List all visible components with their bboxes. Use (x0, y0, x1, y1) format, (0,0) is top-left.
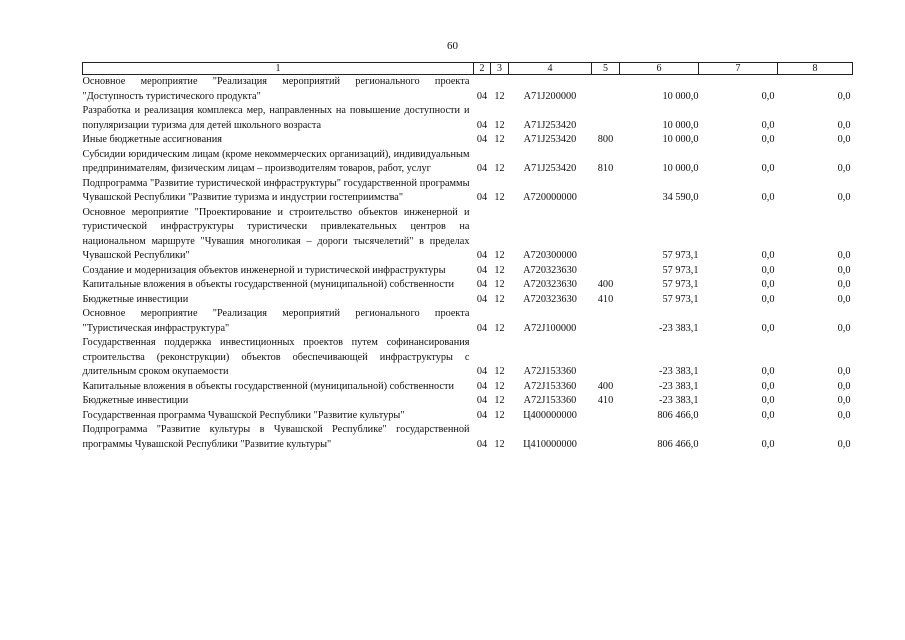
row-subsection: 12 (494, 395, 505, 406)
row-name: Подпрограмма "Развитие культуры в Чувашской Республике" государственной программы Чувашской Республики "Развитие культуры" (82, 424, 470, 450)
row-amount: 10 000,0 (662, 119, 699, 131)
row-target-article: А720323630 (523, 279, 577, 290)
row-col7: 0,0 (761, 366, 775, 377)
row-target-article: А72J100000 (523, 322, 577, 334)
row-section: 04 (476, 264, 488, 276)
table-row (83, 264, 853, 279)
row-col7: 0,0 (761, 90, 775, 102)
row-amount: 57 973,1 (662, 279, 699, 290)
row-expense-type: 410 (597, 293, 614, 305)
row-amount: -23 383,1 (659, 366, 699, 377)
col-header-7: 7 (699, 63, 778, 75)
row-target-article: А720000000 (523, 192, 577, 203)
row-col7: 0,0 (761, 250, 775, 261)
row-col8: 0,0 (837, 366, 851, 377)
row-name: Субсидии юридическим лицам (кроме некоммерческих организаций), индивидуальным предпринимателям, физическим лицам – производителям товаров, работ, услуг (82, 148, 470, 174)
col-header-3: 3 (491, 63, 509, 75)
row-section: 04 (476, 279, 488, 290)
row-amount: 57 973,1 (662, 250, 699, 261)
table-row (83, 133, 853, 148)
table-row (83, 293, 853, 308)
row-section: 04 (476, 250, 488, 261)
row-col7: 0,0 (761, 380, 775, 392)
row-section: 04 (476, 134, 488, 145)
row-col8: 0,0 (837, 163, 851, 174)
row-subsection: 12 (494, 90, 505, 102)
page-number: 60 (447, 40, 458, 52)
row-col8: 0,0 (837, 250, 851, 261)
row-col8: 0,0 (837, 90, 851, 102)
row-col8: 0,0 (837, 395, 851, 406)
row-section: 04 (476, 293, 488, 305)
table-row (83, 177, 853, 206)
row-name: Разработка и реализация комплекса мер, направленных на повышение доступности и популяризации туризма для детей школьного возраста (82, 105, 470, 131)
row-col7: 0,0 (761, 409, 775, 421)
table-row (83, 206, 853, 264)
row-col8: 0,0 (837, 438, 851, 450)
row-expense-type: 400 (597, 380, 614, 392)
table-row (83, 336, 853, 380)
row-amount: 10 000,0 (662, 90, 699, 102)
row-name: Основное мероприятие "Реализация мероприятий регионального проекта "Доступность туристического продукта" (82, 76, 470, 102)
row-subsection: 12 (494, 134, 505, 145)
table-row (83, 423, 853, 452)
row-expense-type (592, 264, 620, 279)
row-target-article: А72J153360 (523, 395, 577, 406)
row-subsection: 12 (494, 366, 505, 377)
row-col8: 0,0 (837, 322, 851, 334)
row-subsection: 12 (494, 163, 505, 174)
col-header-8: 8 (778, 63, 853, 75)
row-name: Иные бюджетные ассигнования (82, 134, 222, 145)
row-expense-type: 800 (597, 134, 614, 145)
row-name: Создание и модернизация объектов инженерной и туристической инфраструктуры (82, 264, 446, 276)
row-amount: 57 973,1 (662, 264, 699, 276)
row-target-article: Ц400000000 (523, 409, 577, 421)
row-target-article: А71J253420 (523, 119, 577, 131)
row-col8: 0,0 (837, 409, 851, 421)
row-col8: 0,0 (837, 279, 851, 290)
row-name: Основное мероприятие "Реализация мероприятий регионального проекта "Туристическая инфраструктура" (82, 308, 470, 334)
row-expense-type (592, 177, 620, 206)
row-amount: 806 466,0 (657, 409, 699, 421)
col-header-5: 5 (592, 63, 620, 75)
row-section: 04 (476, 322, 488, 334)
row-col8: 0,0 (837, 119, 851, 131)
row-subsection: 12 (494, 279, 505, 290)
row-amount: -23 383,1 (659, 395, 699, 406)
row-target-article: А71J200000 (523, 90, 577, 102)
row-section: 04 (476, 380, 488, 392)
row-expense-type: 410 (597, 395, 614, 406)
row-expense-type (592, 104, 620, 133)
row-col7: 0,0 (761, 438, 775, 450)
col-header-6: 6 (620, 63, 699, 75)
row-section: 04 (476, 409, 488, 421)
row-name: Подпрограмма "Развитие туристической инфраструктуры" государственной программы Чувашской Республики "Развитие туризма и индустрии гостеприимства" (82, 177, 470, 203)
row-col7: 0,0 (761, 322, 775, 334)
row-target-article: А720323630 (523, 293, 577, 305)
row-section: 04 (476, 192, 488, 203)
table-row (83, 380, 853, 395)
row-col7: 0,0 (761, 395, 775, 406)
row-name: Капитальные вложения в объекты государственной (муниципальной) собственности (82, 380, 455, 392)
row-amount: 806 466,0 (657, 438, 699, 450)
budget-table (82, 62, 853, 452)
row-col8: 0,0 (837, 134, 851, 145)
row-section: 04 (476, 438, 488, 450)
row-col7: 0,0 (761, 119, 775, 131)
row-expense-type (592, 307, 620, 336)
row-target-article: А720323630 (523, 264, 577, 276)
row-subsection: 12 (494, 119, 505, 131)
row-section: 04 (476, 163, 488, 174)
row-name: Основное мероприятие "Проектирование и строительство объектов инженерной и туристической инфраструктуры туристически привлекательных центров на национальном маршруте "Чувашия многоликая – дороги тысячелетий" в пределах Чувашской Республики" (82, 206, 470, 261)
col-header-1: 1 (83, 63, 474, 75)
row-col8: 0,0 (837, 380, 851, 392)
row-expense-type (592, 75, 620, 105)
row-section: 04 (476, 119, 488, 131)
row-subsection: 12 (494, 380, 505, 392)
row-name: Бюджетные инвестиции (82, 395, 189, 406)
row-expense-type (592, 206, 620, 264)
row-target-article: А72J153360 (523, 366, 577, 377)
row-subsection: 12 (494, 409, 505, 421)
row-subsection: 12 (494, 250, 505, 261)
row-expense-type: 400 (597, 279, 614, 290)
table-row (83, 75, 853, 105)
row-subsection: 12 (494, 438, 505, 450)
row-amount: 10 000,0 (662, 163, 699, 174)
col-header-4: 4 (509, 63, 592, 75)
row-target-article: Ц410000000 (523, 438, 577, 450)
row-section: 04 (476, 90, 488, 102)
row-col8: 0,0 (837, 264, 851, 276)
row-expense-type: 810 (597, 163, 614, 174)
row-col8: 0,0 (837, 192, 851, 203)
table-row (83, 104, 853, 133)
row-col7: 0,0 (761, 163, 775, 174)
row-name: Капитальные вложения в объекты государственной (муниципальной) собственности (82, 279, 455, 290)
row-col7: 0,0 (761, 192, 775, 203)
row-expense-type (592, 423, 620, 452)
row-name: Бюджетные инвестиции (82, 293, 189, 305)
row-subsection: 12 (494, 264, 505, 276)
table-row (83, 394, 853, 409)
row-target-article: А720300000 (523, 250, 577, 261)
table-row (83, 307, 853, 336)
row-amount: 10 000,0 (662, 134, 699, 145)
table-row (83, 409, 853, 424)
row-name: Государственная поддержка инвестиционных проектов путем софинансирования строительства (реконструкции) объектов обеспечивающей инфраструктуры с длительным сроком окупаемости (82, 337, 470, 377)
table-row (83, 278, 853, 293)
row-target-article: А71J253420 (523, 163, 577, 174)
row-target-article: А72J153360 (523, 380, 577, 392)
row-col8: 0,0 (837, 293, 851, 305)
row-col7: 0,0 (761, 264, 775, 276)
row-target-article: А71J253420 (523, 134, 577, 145)
row-section: 04 (476, 395, 488, 406)
row-subsection: 12 (494, 322, 505, 334)
row-section: 04 (476, 366, 488, 377)
col-header-2: 2 (474, 63, 491, 75)
row-expense-type (592, 336, 620, 380)
row-amount: -23 383,1 (659, 322, 699, 334)
row-amount: 34 590,0 (662, 192, 699, 203)
row-amount: 57 973,1 (662, 293, 699, 305)
row-subsection: 12 (494, 192, 505, 203)
table-row (83, 148, 853, 177)
row-amount: -23 383,1 (659, 380, 699, 392)
row-expense-type (592, 409, 620, 424)
row-subsection: 12 (494, 293, 505, 305)
row-col7: 0,0 (761, 279, 775, 290)
row-col7: 0,0 (761, 293, 775, 305)
header-row (83, 63, 853, 75)
row-col7: 0,0 (761, 134, 775, 145)
row-name: Государственная программа Чувашской Республики "Развитие культуры" (82, 409, 405, 421)
